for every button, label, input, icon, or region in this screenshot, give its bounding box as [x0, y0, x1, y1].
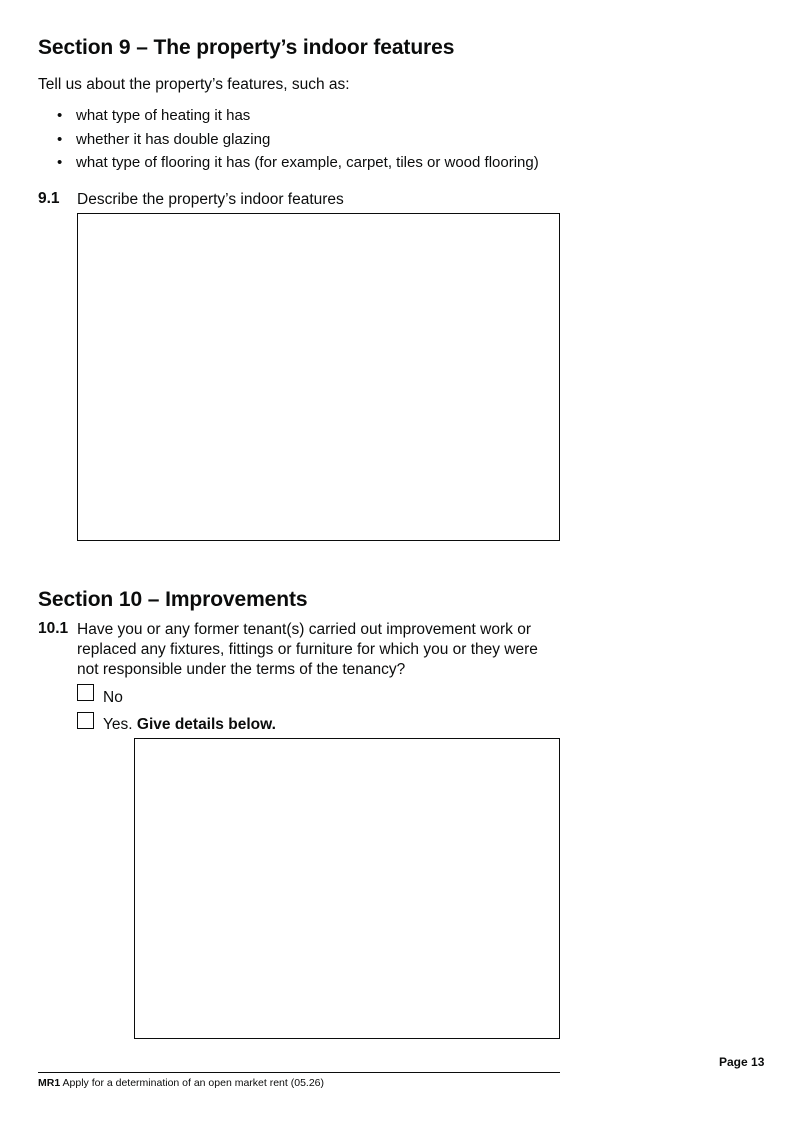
yes-option-prefix: Yes. [103, 716, 133, 733]
list-item: • whether it has double glazing [57, 130, 539, 154]
footer-divider [38, 1072, 560, 1073]
yes-checkbox[interactable] [77, 712, 94, 729]
question-9-1-number: 9.1 [38, 190, 60, 207]
form-code: MR1 [38, 1077, 61, 1089]
question-10-1-label [77, 620, 538, 680]
yes-option-label [103, 715, 276, 735]
section-9-intro: Tell us about the property’s features, such as: [38, 76, 350, 93]
page-number: Page 13 [719, 1055, 765, 1069]
improvements-details-textbox[interactable] [134, 738, 560, 1039]
no-option-label: No [103, 689, 123, 706]
question-line: not responsible under the terms of the tenancy? [77, 661, 406, 678]
question-line: replaced any fixtures, fittings or furniture for which you or they were [77, 641, 538, 658]
yes-option-instruction: Give details below. [136, 716, 276, 733]
form-title: Apply for a determination of an open market rent (05.26) [62, 1077, 324, 1089]
section-10-heading: Section 10 – Improvements [38, 588, 308, 611]
question-9-1-label: Describe the property’s indoor features [77, 191, 344, 208]
features-list [57, 106, 539, 177]
section-9-heading: Section 9 – The property’s indoor features [38, 36, 455, 59]
indoor-features-textbox[interactable] [77, 213, 560, 541]
footer-text [38, 1077, 324, 1089]
question-line: Have you or any former tenant(s) carried out improvement work or [77, 621, 531, 638]
no-checkbox[interactable] [77, 684, 94, 701]
list-item: • what type of heating it has [57, 106, 539, 130]
list-item: • what type of flooring it has (for example, carpet, tiles or wood flooring) [57, 153, 539, 177]
question-10-1-number: 10.1 [38, 620, 69, 637]
